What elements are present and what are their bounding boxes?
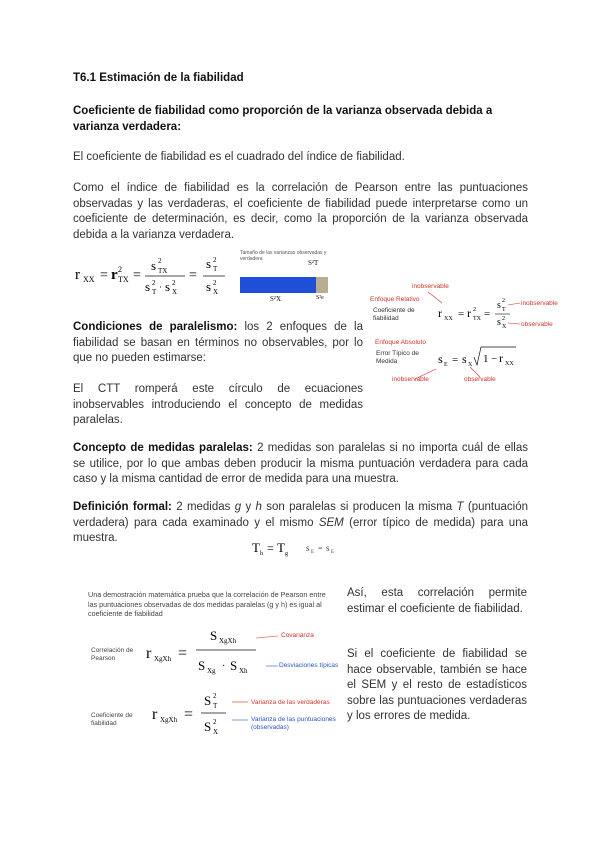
diag-f1-r2-sup: 2 bbox=[473, 307, 476, 313]
def-f-eq: = bbox=[267, 541, 274, 555]
arrow-inobservable-right bbox=[508, 303, 520, 305]
formula-r2-sup: 2 bbox=[118, 265, 122, 274]
bf-den-s1: S bbox=[198, 658, 206, 673]
paralelismo-rest: los 2 enfoques de la fiabilidad se basan en términos no observables, por lo que no pueden estimarse: bbox=[73, 321, 363, 364]
formula-eq-2: = bbox=[133, 268, 141, 283]
bf-num-s: S bbox=[210, 628, 218, 643]
formula-den2-sub: X bbox=[213, 288, 219, 296]
def-f-th-sub: h bbox=[260, 551, 263, 557]
diag-f2-sx-sub: X bbox=[468, 362, 473, 368]
pearson-demonstration-figure bbox=[88, 590, 338, 742]
bf-f2-den-sub: X bbox=[213, 728, 219, 736]
arrow-observable-right bbox=[508, 323, 520, 324]
heading-coeficiente: Coeficiente de fiabilidad como proporción de la varianza observada debida a varianza verdadera: bbox=[73, 105, 493, 133]
enfoque-absoluto-label: Enfoque Absoluto bbox=[375, 339, 426, 346]
bf-r2-sub: XgXh bbox=[160, 716, 178, 724]
diag-f1-num: s bbox=[497, 300, 501, 311]
def-f-tg: T bbox=[277, 540, 285, 555]
formula-den1a-sup: 2 bbox=[152, 279, 156, 287]
figure-header-text: Una demostración matemática prueba que la correlación de Pearson entre las puntuaciones observadas de dos medidas paralelas (g y h) es igual al coeficiente de fiabilidad bbox=[88, 590, 326, 618]
inobservable-bottom-label: inobservable bbox=[392, 376, 429, 383]
diag-f2-s-sub: E bbox=[444, 362, 448, 368]
def-T: T bbox=[456, 501, 464, 513]
formula-coeficiente-fiabilidad bbox=[73, 250, 233, 302]
enfoque-relativo-label: Enfoque Relativo bbox=[370, 296, 420, 303]
observable-right-label: observable bbox=[521, 321, 553, 328]
diag-f1-r-sub: XX bbox=[444, 316, 453, 322]
formula-den1b: s bbox=[165, 279, 171, 294]
varianza-verdaderas-label: Varianza de las verdaderas bbox=[251, 699, 330, 706]
bf-den-s1-sub: Xg bbox=[207, 667, 216, 675]
bar-top-label: S²T bbox=[308, 259, 319, 267]
medidas-rest: 2 medidas son paralelas si no importa cuál de ellas se utilice, por lo que ambas deben producir la misma puntuación verdadera para cada caso y la misma cantidad de error de medida para una muestra. bbox=[73, 442, 528, 485]
bar-caption: Tamaño de las varianzas observadas y verdadera bbox=[240, 250, 327, 262]
desviaciones-label: Desviaciones típicas bbox=[279, 662, 339, 669]
inobservable-top-label: inobservable bbox=[412, 283, 449, 290]
paragraph-paralelismo bbox=[73, 320, 363, 367]
paralelismo-lead: Condiciones de paralelismo: bbox=[73, 321, 238, 333]
def-f-eq2: = bbox=[318, 544, 323, 553]
def-f-th: T bbox=[252, 540, 260, 555]
bf-f2-den: S bbox=[204, 719, 212, 734]
error-tipico-label: Error Típico de Medida bbox=[376, 350, 419, 365]
arrow-inobservable-top bbox=[428, 292, 442, 303]
formula-eq-3: = bbox=[189, 268, 197, 283]
diag-f2-sx: s bbox=[462, 352, 467, 366]
formula-r2: r bbox=[111, 267, 118, 283]
bf-f2-den-sup: 2 bbox=[213, 718, 217, 726]
bf-num-sub: XgXh bbox=[219, 637, 237, 645]
diag-f2-r: r bbox=[499, 351, 503, 365]
bar-side-label: S²e bbox=[316, 295, 324, 301]
def-f-tg-sub: g bbox=[285, 551, 288, 557]
arrow-covarianza bbox=[256, 636, 278, 638]
def-text-d: (puntuación verdadera) para cada examinado y el mismo bbox=[73, 501, 528, 529]
formula-num2-sup: 2 bbox=[213, 256, 217, 264]
observable-bottom-label: observable bbox=[464, 376, 496, 383]
diag-f2-s: s bbox=[438, 352, 443, 366]
bf-eq: = bbox=[178, 645, 188, 662]
diag-f2-eq: = bbox=[452, 354, 459, 366]
formula-den2-sup: 2 bbox=[213, 279, 217, 287]
formula-num1: s bbox=[151, 258, 157, 273]
formula-den1a: s bbox=[145, 279, 151, 294]
formula-definicion bbox=[250, 538, 360, 558]
bf-r2: r bbox=[152, 706, 158, 723]
def-sem: SEM bbox=[318, 516, 344, 529]
variance-bar-figure bbox=[238, 250, 333, 306]
bf-f2-num: S bbox=[204, 693, 212, 708]
diag-f1-eq2: = bbox=[484, 308, 491, 320]
formula-num2: s bbox=[206, 256, 212, 271]
bf-f2-num-sup: 2 bbox=[213, 692, 217, 700]
diag-f1-num-sup: 2 bbox=[502, 298, 505, 304]
def-text-e: (error típico de medida) para una muestra. bbox=[73, 516, 528, 544]
bottom-figure-formulas bbox=[88, 590, 338, 742]
bf-r: r bbox=[146, 645, 152, 662]
formula-num1-sup: 2 bbox=[158, 257, 162, 265]
bf-dot: · bbox=[222, 661, 226, 672]
formula-num1-sub: TX bbox=[158, 267, 168, 275]
true-variance-bar bbox=[240, 277, 316, 293]
formula-r: r bbox=[75, 267, 80, 283]
diag-f1-r2-sub: TX bbox=[473, 316, 481, 322]
coef-fiabilidad-label: Coeficiente de fiabilidad bbox=[373, 307, 415, 322]
coeficiente-fiabilidad-label: Coeficiente de fiabilidad bbox=[91, 712, 133, 727]
paragraph-coeficiente: El coeficiente de fiabilidad es el cuadrado del índice de fiabilidad. bbox=[73, 151, 405, 163]
error-variance-bar bbox=[316, 277, 328, 293]
reliability-approaches-diagram bbox=[370, 283, 558, 391]
def-f-s2: s bbox=[326, 543, 330, 553]
def-f-s1-sub: E bbox=[311, 550, 315, 555]
side-paragraph-1: Así, esta correlación permite estimar el coeficiente de fiabilidad. bbox=[347, 587, 527, 615]
def-f-s2-sub: E bbox=[331, 550, 335, 555]
def-text-b: y bbox=[241, 501, 256, 513]
formula-r-sub: XX bbox=[83, 275, 95, 284]
variance-bar bbox=[240, 277, 328, 293]
def-g: g bbox=[234, 501, 242, 513]
diag-f1-den-sub: X bbox=[502, 324, 507, 330]
diag-f2-r-sub: XX bbox=[505, 361, 514, 367]
formula-den2: s bbox=[206, 279, 212, 294]
correlacion-pearson-label: Correlación de Pearson bbox=[91, 647, 134, 662]
varianza-observadas-label: Varianza de las puntuaciones (observadas) bbox=[251, 716, 336, 731]
def-f-s1: s bbox=[306, 543, 310, 553]
def-text-c: son paralelas si producen la misma bbox=[261, 501, 457, 513]
formula-dot: · bbox=[159, 282, 162, 292]
diag-f2-minus: − bbox=[491, 353, 498, 365]
medidas-lead: Concepto de medidas paralelas: bbox=[73, 442, 253, 454]
formula-r2-sub: TX bbox=[118, 275, 129, 284]
formula-num2-sub: T bbox=[213, 265, 218, 273]
diag-f1-r: r bbox=[438, 306, 442, 320]
bf-f2-num-sub: T bbox=[213, 702, 218, 710]
formula-den1b-sup: 2 bbox=[172, 279, 176, 287]
diag-f2-one: 1 bbox=[483, 353, 489, 365]
formula-den1a-sub: T bbox=[152, 288, 157, 296]
bf-den-s2: S bbox=[230, 658, 238, 673]
covarianza-label: Covarianza bbox=[281, 632, 314, 639]
definicion-lead: Definición formal: bbox=[73, 501, 172, 513]
def-h: h bbox=[255, 501, 262, 513]
diag-f1-r2: r bbox=[467, 306, 471, 320]
formula-den1b-sub: X bbox=[172, 288, 178, 296]
paragraph-ctt: El CTT romperá este círculo de ecuaciones inobservables introduciendo el concepto de medidas paralelas. bbox=[73, 383, 363, 426]
bar-bottom-label: S²X bbox=[270, 295, 282, 303]
bf-r-sub: XgXh bbox=[154, 655, 172, 663]
section-title: T6.1 Estimación de la fiabilidad bbox=[73, 72, 244, 84]
def-text-a: 2 medidas bbox=[171, 501, 235, 513]
paragraph-indice: Como el índice de fiabilidad es la correlación de Pearson entre las puntuaciones observadas y las verdaderas, el coeficiente de fiabilidad puede interpretarse como un coeficiente de determinación, es decir, como la proporción de la varianza observada debida a la varianza verdadera. bbox=[73, 182, 528, 241]
diag-f1-num-sub: T bbox=[502, 307, 506, 313]
diag-f1-eq: = bbox=[458, 308, 465, 320]
inobservable-right-label: inobservable bbox=[521, 300, 558, 307]
formula-eq: = bbox=[100, 268, 108, 283]
diag-f1-den-sup: 2 bbox=[502, 316, 505, 322]
bf-eq2: = bbox=[184, 706, 194, 723]
diag-f1-den: s bbox=[497, 317, 501, 328]
bf-den-s2-sub: Xh bbox=[239, 667, 248, 675]
paragraph-medidas-paralelas bbox=[73, 441, 528, 488]
side-paragraph-2: Si el coeficiente de fiabilidad se hace observable, también se hace el SEM y el resto de estadísticos sobre las puntuaciones verdaderas y los errores de medida. bbox=[347, 648, 527, 722]
